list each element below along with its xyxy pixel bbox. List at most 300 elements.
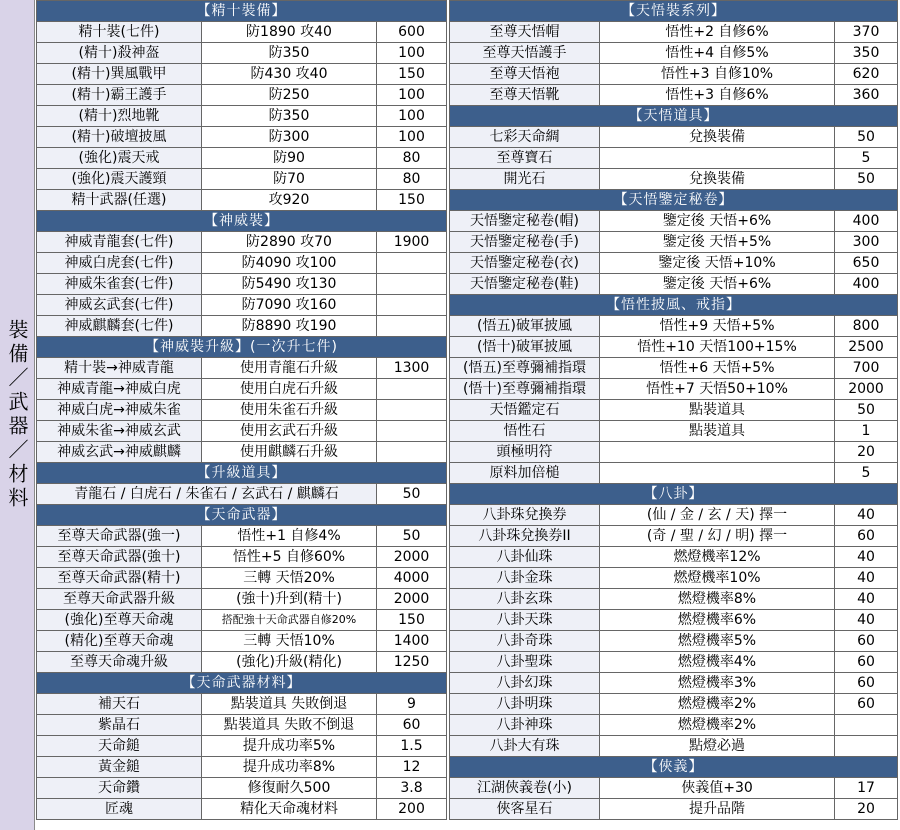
item-price: 2000 (377, 547, 447, 568)
item-effect (600, 148, 835, 169)
item-price (377, 400, 447, 421)
item-price: 620 (835, 64, 898, 85)
item-effect: 防250 (202, 85, 377, 106)
item-effect: 防7090 攻160 (202, 295, 377, 316)
item-price: 50 (835, 400, 898, 421)
section-title: 【悟性披風、戒指】 (596, 295, 751, 315)
sidebar-label: 裝備／武器／材料 (5, 319, 29, 511)
item-name: 八卦神珠 (450, 715, 600, 736)
table-row (37, 568, 447, 589)
table-row (450, 673, 898, 694)
item-effect: 悟性+1 自修4% (202, 526, 377, 547)
section-header-cell (450, 1, 898, 22)
item-price: 20 (835, 799, 898, 820)
item-price (377, 379, 447, 400)
item-effect: 提升品階 (600, 799, 835, 820)
section-title: 【神威裝】 (194, 211, 289, 231)
item-name: 八卦珠兌換券 (450, 505, 600, 526)
item-name: 八卦奇珠 (450, 631, 600, 652)
section-header-cell (37, 211, 447, 232)
item-name: 八卦大有珠 (450, 736, 600, 757)
section-header-cell (37, 337, 447, 358)
table-row (450, 358, 898, 379)
table-row (37, 715, 447, 736)
table-row (37, 232, 447, 253)
item-price: 4000 (377, 568, 447, 589)
item-effect: 防8890 攻190 (202, 316, 377, 337)
item-name: 神威白虎套(七件) (37, 253, 202, 274)
section-header (450, 295, 898, 316)
section-title: 【八卦】 (634, 484, 714, 504)
item-effect: 悟性+2 自修6% (600, 22, 835, 43)
table-row (37, 64, 447, 85)
item-price (377, 421, 447, 442)
item-effect: 防90 (202, 148, 377, 169)
item-name: 至尊天悟袍 (450, 64, 600, 85)
item-name: (精十)霸王護手 (37, 85, 202, 106)
item-price: 80 (377, 169, 447, 190)
section-header (37, 505, 447, 526)
item-price: 800 (835, 316, 898, 337)
item-name: (精十)破壇披風 (37, 127, 202, 148)
item-effect: 防430 攻40 (202, 64, 377, 85)
table-row (37, 22, 447, 43)
item-price: 650 (835, 253, 898, 274)
table-row (37, 589, 447, 610)
table-row (37, 484, 447, 505)
section-header-cell (37, 463, 447, 484)
right-price-table (449, 0, 897, 820)
item-price: 1 (835, 421, 898, 442)
item-effect: 防2890 攻70 (202, 232, 377, 253)
item-name: 八卦仙珠 (450, 547, 600, 568)
item-name: 神威玄武→神威麒麟 (37, 442, 202, 463)
table-row (37, 253, 447, 274)
item-name: 八卦明珠 (450, 694, 600, 715)
item-price: 400 (835, 274, 898, 295)
section-title: 【天命武器】 (187, 505, 297, 525)
item-effect (600, 463, 835, 484)
item-name: (精十)殺神盔 (37, 43, 202, 64)
item-price: 40 (835, 505, 898, 526)
item-name: 七彩天命綢 (450, 127, 600, 148)
table-row (37, 610, 447, 631)
table-row (450, 442, 898, 463)
item-name: 精十裝(七件) (37, 22, 202, 43)
item-name: 神威青龍套(七件) (37, 232, 202, 253)
item-name: 八卦聖珠 (450, 652, 600, 673)
item-price: 100 (377, 43, 447, 64)
item-price: 50 (835, 169, 898, 190)
item-name: 原料加倍槌 (450, 463, 600, 484)
table-row (450, 568, 898, 589)
item-effect: 悟性+5 自修60% (202, 547, 377, 568)
item-name: (精十)烈地靴 (37, 106, 202, 127)
section-header-cell (450, 757, 898, 778)
item-price: 50 (377, 484, 447, 505)
item-effect: 燃燈機率4% (600, 652, 835, 673)
item-effect: 攻920 (202, 190, 377, 211)
table-row (37, 652, 447, 673)
item-effect: 防350 (202, 43, 377, 64)
table-row (37, 526, 447, 547)
item-effect: (強化)升級(精化) (202, 652, 377, 673)
item-effect: 鑒定後 天悟+10% (600, 253, 835, 274)
item-effect: 燃燈機率6% (600, 610, 835, 631)
item-name: 開光石 (450, 169, 600, 190)
table-row (37, 421, 447, 442)
item-effect: (強十)升到(精十) (202, 589, 377, 610)
item-price: 40 (835, 547, 898, 568)
table-row (450, 148, 898, 169)
item-name: 天悟鑒定秘卷(衣) (450, 253, 600, 274)
right-table-body (450, 1, 898, 820)
table-row (37, 85, 447, 106)
item-price: 40 (835, 610, 898, 631)
item-name: (悟五)至尊彌補指環 (450, 358, 600, 379)
item-effect: 燃燈機率5% (600, 631, 835, 652)
table-row (450, 736, 898, 757)
table-row (450, 169, 898, 190)
table-row (450, 43, 898, 64)
item-effect: 提升成功率8% (202, 757, 377, 778)
section-title: 【神威裝升級】(一次升七件) (135, 337, 348, 357)
table-row (450, 463, 898, 484)
item-price: 50 (377, 526, 447, 547)
item-price: 350 (835, 43, 898, 64)
table-row (450, 211, 898, 232)
item-effect: 點裝道具 失敗不倒退 (202, 715, 377, 736)
table-row (37, 127, 447, 148)
item-name: 至尊天命武器升級 (37, 589, 202, 610)
item-price: 1300 (377, 358, 447, 379)
item-price: 100 (377, 85, 447, 106)
item-name: 至尊天命武器(強十) (37, 547, 202, 568)
item-price: 1.5 (377, 736, 447, 757)
item-effect: 悟性+10 天悟100+15% (600, 337, 835, 358)
table-row (37, 148, 447, 169)
item-name: 江湖俠義卷(小) (450, 778, 600, 799)
item-effect: 點裝道具 失敗倒退 (202, 694, 377, 715)
table-row (450, 610, 898, 631)
item-effect: (仙 / 金 / 玄 / 天) 擇一 (600, 505, 835, 526)
item-name: 黃金鎚 (37, 757, 202, 778)
section-header (37, 1, 447, 22)
section-header-cell (450, 295, 898, 316)
item-name: 至尊天悟帽 (450, 22, 600, 43)
section-header (450, 106, 898, 127)
item-price: 1400 (377, 631, 447, 652)
item-price: 50 (835, 127, 898, 148)
item-effect: 鑒定後 天悟+6% (600, 211, 835, 232)
item-price: 370 (835, 22, 898, 43)
table-row (450, 232, 898, 253)
item-price: 100 (377, 127, 447, 148)
table-row (450, 22, 898, 43)
table-row (37, 190, 447, 211)
table-row (37, 106, 447, 127)
item-effect: 點裝道具 (600, 400, 835, 421)
section-header (37, 673, 447, 694)
item-effect: 悟性+7 天悟50+10% (600, 379, 835, 400)
table-row (450, 526, 898, 547)
table-row (450, 421, 898, 442)
item-effect: 鑒定後 天悟+5% (600, 232, 835, 253)
item-price: 17 (835, 778, 898, 799)
table-row (37, 169, 447, 190)
table-row (37, 295, 447, 316)
item-name: 俠客星石 (450, 799, 600, 820)
item-price: 5 (835, 148, 898, 169)
item-name: (悟十)破軍披風 (450, 337, 600, 358)
item-effect: 提升成功率5% (202, 736, 377, 757)
section-title: 【天悟道具】 (619, 106, 729, 126)
item-price: 60 (835, 694, 898, 715)
item-effect: 燃燈機率2% (600, 694, 835, 715)
table-row (37, 400, 447, 421)
item-name: 天命鎚 (37, 736, 202, 757)
table-row (450, 589, 898, 610)
item-price: 1250 (377, 652, 447, 673)
section-header (37, 337, 447, 358)
item-price: 80 (377, 148, 447, 169)
table-row (450, 631, 898, 652)
section-header (450, 757, 898, 778)
item-effect: 搭配強十天命武器自修20% (202, 610, 377, 631)
item-effect: 燃燈機率12% (600, 547, 835, 568)
table-row (37, 799, 447, 820)
item-effect: 悟性+4 自修5% (600, 43, 835, 64)
item-effect: 燃燈機率10% (600, 568, 835, 589)
section-title: 【俠義】 (634, 757, 714, 777)
section-title: 【精十裝備】 (187, 1, 297, 21)
table-row (37, 316, 447, 337)
item-price: 60 (377, 715, 447, 736)
item-effect: 防5490 攻130 (202, 274, 377, 295)
item-price: 60 (835, 673, 898, 694)
table-row (450, 337, 898, 358)
item-price (377, 316, 447, 337)
item-name: (強化)震天護頸 (37, 169, 202, 190)
item-name: 神威朱雀→神威玄武 (37, 421, 202, 442)
item-effect: (奇 / 聖 / 幻 / 明) 擇一 (600, 526, 835, 547)
item-name: (悟十)至尊彌補指環 (450, 379, 600, 400)
item-effect (600, 442, 835, 463)
item-price: 300 (835, 232, 898, 253)
table-row (37, 442, 447, 463)
item-effect: 防300 (202, 127, 377, 148)
item-price: 600 (377, 22, 447, 43)
section-title: 【天悟裝系列】 (611, 1, 736, 21)
item-name: 補天石 (37, 694, 202, 715)
item-name: 八卦天珠 (450, 610, 600, 631)
item-effect: 悟性+9 天悟+5% (600, 316, 835, 337)
item-price (377, 442, 447, 463)
item-effect: 修復耐久500 (202, 778, 377, 799)
item-price: 400 (835, 211, 898, 232)
item-price: 12 (377, 757, 447, 778)
item-effect: 燃燈機率8% (600, 589, 835, 610)
item-name: 至尊天悟靴 (450, 85, 600, 106)
item-price: 60 (835, 652, 898, 673)
item-effect: 使用麒麟石升級 (202, 442, 377, 463)
table-row (450, 715, 898, 736)
item-price: 40 (835, 589, 898, 610)
table-row (37, 274, 447, 295)
item-name: 神威麒麟套(七件) (37, 316, 202, 337)
table-row (450, 799, 898, 820)
section-title: 【天命武器材料】 (172, 673, 312, 693)
item-name: 青龍石 / 白虎石 / 朱雀石 / 玄武石 / 麒麟石 (37, 484, 377, 505)
item-name: 天悟鑒定秘卷(鞋) (450, 274, 600, 295)
item-name: 天悟鑑定石 (450, 400, 600, 421)
section-header-cell (450, 106, 898, 127)
item-effect: 點裝道具 (600, 421, 835, 442)
item-price: 360 (835, 85, 898, 106)
item-name: 悟性石 (450, 421, 600, 442)
item-effect: 俠義值+30 (600, 778, 835, 799)
table-row (450, 694, 898, 715)
item-effect: 防350 (202, 106, 377, 127)
item-price: 2500 (835, 337, 898, 358)
table-row (37, 757, 447, 778)
item-effect: 防70 (202, 169, 377, 190)
item-name: 天命鑽 (37, 778, 202, 799)
item-effect: 三轉 天悟20% (202, 568, 377, 589)
item-price: 100 (377, 106, 447, 127)
item-name: 頭極明符 (450, 442, 600, 463)
item-name: 天悟鑒定秘卷(手) (450, 232, 600, 253)
item-effect: 使用白虎石升級 (202, 379, 377, 400)
section-header (450, 190, 898, 211)
section-header-cell (450, 190, 898, 211)
table-row (450, 253, 898, 274)
item-effect: 兌換裝備 (600, 169, 835, 190)
item-name: 精十裝→神威青龍 (37, 358, 202, 379)
sidebar (0, 0, 35, 830)
item-price: 2000 (377, 589, 447, 610)
item-effect: 精化天命魂材料 (202, 799, 377, 820)
item-price: 9 (377, 694, 447, 715)
item-price: 150 (377, 64, 447, 85)
item-effect: 使用玄武石升級 (202, 421, 377, 442)
item-price: 150 (377, 190, 447, 211)
table-row (450, 400, 898, 421)
item-effect: 悟性+3 自修10% (600, 64, 835, 85)
item-price (835, 715, 898, 736)
item-price: 2000 (835, 379, 898, 400)
item-price: 3.8 (377, 778, 447, 799)
item-price (377, 274, 447, 295)
item-price: 700 (835, 358, 898, 379)
item-name: (精化)至尊天命魂 (37, 631, 202, 652)
table-row (450, 85, 898, 106)
item-price: 60 (835, 526, 898, 547)
item-price: 1900 (377, 232, 447, 253)
table-row (37, 547, 447, 568)
section-header-cell (37, 1, 447, 22)
item-name: 八卦玄珠 (450, 589, 600, 610)
item-name: 天悟鑒定秘卷(帽) (450, 211, 600, 232)
left-price-table (36, 0, 446, 820)
item-name: 至尊天命魂升級 (37, 652, 202, 673)
item-name: (強化)至尊天命魂 (37, 610, 202, 631)
item-effect: 燃燈機率3% (600, 673, 835, 694)
section-title: 【升級道具】 (187, 463, 297, 483)
section-header (37, 211, 447, 232)
section-header-cell (450, 484, 898, 505)
item-name: 至尊天命武器(強一) (37, 526, 202, 547)
item-name: 神威青龍→神威白虎 (37, 379, 202, 400)
item-effect: 點燈必過 (600, 736, 835, 757)
item-effect: 悟性+6 天悟+5% (600, 358, 835, 379)
table-row (450, 379, 898, 400)
table-row (450, 127, 898, 148)
item-name: 八卦幻珠 (450, 673, 600, 694)
item-name: 神威白虎→神威朱雀 (37, 400, 202, 421)
item-effect: 防1890 攻40 (202, 22, 377, 43)
item-effect: 使用朱雀石升級 (202, 400, 377, 421)
section-header-cell (37, 673, 447, 694)
table-row (37, 736, 447, 757)
section-header (450, 1, 898, 22)
item-effect: 三轉 天悟10% (202, 631, 377, 652)
item-name: 神威玄武套(七件) (37, 295, 202, 316)
item-effect: 悟性+3 自修6% (600, 85, 835, 106)
item-name: (精十)巽風戰甲 (37, 64, 202, 85)
item-name: 八卦珠兌換券II (450, 526, 600, 547)
item-price: 5 (835, 463, 898, 484)
table-row (450, 547, 898, 568)
section-header-cell (37, 505, 447, 526)
left-table-body (37, 1, 447, 820)
item-price (377, 295, 447, 316)
table-row (450, 505, 898, 526)
item-price: 60 (835, 631, 898, 652)
item-price (377, 253, 447, 274)
item-name: (強化)震天戒 (37, 148, 202, 169)
item-effect: 兌換裝備 (600, 127, 835, 148)
section-header (37, 463, 447, 484)
item-effect: 燃燈機率2% (600, 715, 835, 736)
table-row (37, 778, 447, 799)
item-effect: 防4090 攻100 (202, 253, 377, 274)
item-name: 神威朱雀套(七件) (37, 274, 202, 295)
item-price: 200 (377, 799, 447, 820)
item-name: 至尊天悟護手 (450, 43, 600, 64)
table-row (450, 778, 898, 799)
section-title: 【天悟鑒定秘卷】 (604, 190, 744, 210)
item-effect: 使用青龍石升級 (202, 358, 377, 379)
table-row (450, 274, 898, 295)
table-row (450, 316, 898, 337)
item-name: (悟五)破軍披風 (450, 316, 600, 337)
table-row (37, 43, 447, 64)
item-price: 40 (835, 568, 898, 589)
item-price: 20 (835, 442, 898, 463)
table-row (450, 652, 898, 673)
item-price: 150 (377, 610, 447, 631)
item-name: 八卦金珠 (450, 568, 600, 589)
item-name: 匠魂 (37, 799, 202, 820)
table-row (450, 64, 898, 85)
item-name: 紫晶石 (37, 715, 202, 736)
table-row (37, 631, 447, 652)
item-effect: 鑒定後 天悟+6% (600, 274, 835, 295)
section-header (450, 484, 898, 505)
table-row (37, 694, 447, 715)
item-name: 至尊寶石 (450, 148, 600, 169)
